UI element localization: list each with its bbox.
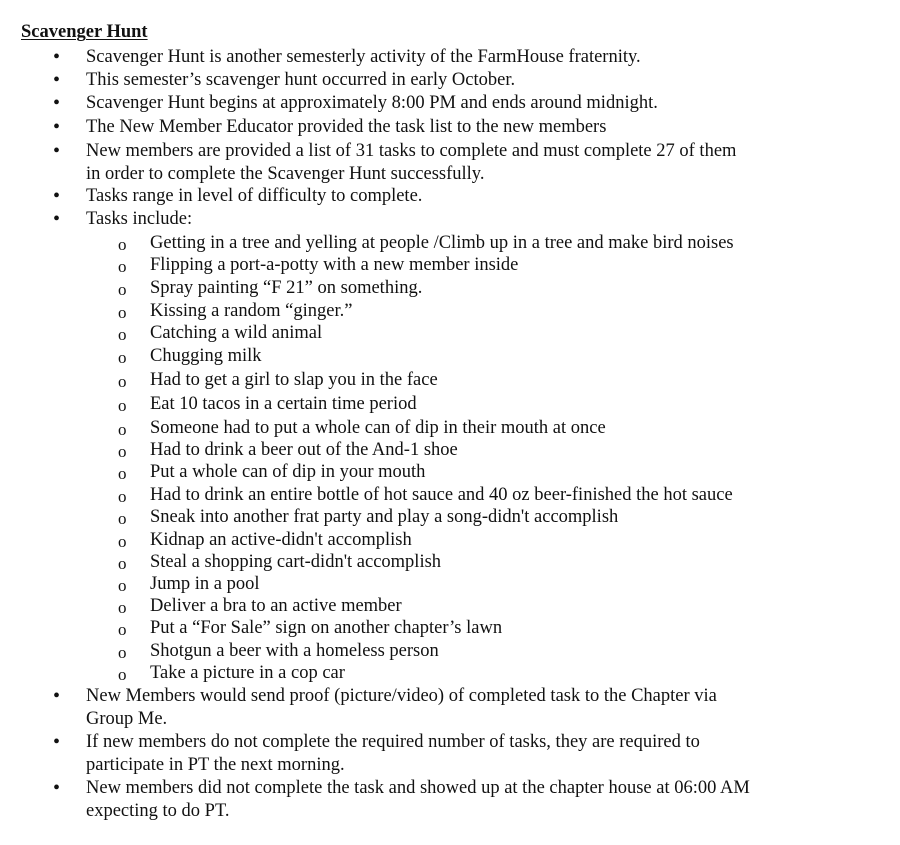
list-item-text: New Members would send proof (picture/video) of completed task to the Chapter via: [86, 686, 717, 706]
list-item-text: Scavenger Hunt is another semesterly activity of the FarmHouse fraternity.: [86, 47, 641, 67]
task-item: [118, 551, 442, 574]
task-text: Flipping a port-a-potty with a new member inside: [150, 255, 519, 275]
task-text: Steal a shopping cart-didn't accomplish: [150, 552, 442, 572]
task-item: [118, 417, 606, 440]
list-item-text: New members are provided a list of 31 tasks to complete and must complete 27 of them: [86, 141, 737, 161]
task-text: Catching a wild animal: [150, 323, 323, 343]
list-item: [53, 731, 700, 777]
task-text: Put a whole can of dip in your mouth: [150, 462, 426, 482]
task-item: [118, 439, 458, 462]
task-text: Spray painting “F 21” on something.: [150, 278, 423, 298]
task-text: Shotgun a beer with a homeless person: [150, 641, 439, 661]
task-item: [118, 506, 619, 529]
bullet-marker: •: [53, 116, 61, 138]
list-item-text: Tasks include:: [86, 209, 193, 229]
task-item: [118, 595, 402, 618]
task-text: Deliver a bra to an active member: [150, 596, 402, 616]
sub-bullet-marker: o: [118, 396, 127, 415]
list-item: [53, 46, 641, 69]
list-item-text: The New Member Educator provided the task list to the new members: [86, 117, 607, 137]
section-heading: Scavenger Hunt: [21, 22, 148, 42]
sub-bullet-marker: o: [118, 303, 127, 322]
task-item: [118, 529, 412, 552]
task-item: [118, 369, 438, 392]
sub-bullet-marker: o: [118, 509, 127, 528]
task-item: [118, 617, 503, 640]
list-item: [53, 777, 750, 823]
task-text: Put a “For Sale” sign on another chapter’s lawn: [150, 618, 503, 638]
sub-bullet-marker: o: [118, 235, 127, 254]
task-item: [118, 573, 260, 596]
sub-bullet-marker: o: [118, 598, 127, 617]
list-item-text: Tasks range in level of difficulty to complete.: [86, 186, 423, 206]
sub-bullet-marker: o: [118, 487, 127, 506]
task-item: [118, 277, 423, 300]
bullet-marker: •: [53, 685, 61, 707]
sub-bullet-marker: o: [118, 372, 127, 391]
task-text: Jump in a pool: [150, 574, 260, 594]
sub-bullet-marker: o: [118, 280, 127, 299]
task-text: Had to get a girl to slap you in the face: [150, 370, 438, 390]
task-item: [118, 461, 426, 484]
list-item-text: New members did not complete the task and showed up at the chapter house at 06:00 AM: [86, 778, 750, 798]
task-text: Kissing a random “ginger.”: [150, 301, 353, 321]
sub-bullet-marker: o: [118, 554, 127, 573]
bullet-marker: •: [53, 185, 61, 207]
sub-bullet-marker: o: [118, 348, 127, 367]
task-text: Take a picture in a cop car: [150, 663, 345, 683]
sub-bullet-marker: o: [118, 464, 127, 483]
sub-bullet-marker: o: [118, 643, 127, 662]
task-text: Sneak into another frat party and play a song-didn't accomplish: [150, 507, 619, 527]
list-item: [53, 116, 607, 139]
list-item: [53, 92, 658, 115]
list-item-text-continued: participate in PT the next morning.: [86, 755, 345, 775]
sub-bullet-marker: o: [118, 620, 127, 639]
list-item: [53, 140, 737, 186]
list-item: [53, 208, 193, 231]
list-item-text: If new members do not complete the required number of tasks, they are required to: [86, 732, 700, 752]
bullet-marker: •: [53, 140, 61, 162]
task-item: [118, 393, 417, 416]
task-item: [118, 300, 353, 323]
sub-bullet-marker: o: [118, 325, 127, 344]
list-item-text: This semester’s scavenger hunt occurred in early October.: [86, 70, 516, 90]
bullet-marker: •: [53, 731, 61, 753]
task-text: Someone had to put a whole can of dip in their mouth at once: [150, 418, 606, 438]
task-item: [118, 254, 519, 277]
list-item-text: Scavenger Hunt begins at approximately 8:00 PM and ends around midnight.: [86, 93, 658, 113]
task-text: Kidnap an active-didn't accomplish: [150, 530, 412, 550]
sub-bullet-marker: o: [118, 532, 127, 551]
task-text: Eat 10 tacos in a certain time period: [150, 394, 417, 414]
sub-bullet-marker: o: [118, 665, 127, 684]
list-item: [53, 685, 717, 731]
task-item: [118, 640, 439, 663]
list-item-text-continued: in order to complete the Scavenger Hunt successfully.: [86, 164, 485, 184]
bullet-marker: •: [53, 777, 61, 799]
task-item: [118, 232, 734, 255]
task-item: [118, 484, 733, 507]
list-item-text-continued: expecting to do PT.: [86, 801, 230, 821]
sub-bullet-marker: o: [118, 420, 127, 439]
list-item: [53, 69, 516, 92]
list-item: [53, 185, 423, 208]
task-text: Getting in a tree and yelling at people /Climb up in a tree and make bird noises: [150, 233, 734, 253]
sub-bullet-marker: o: [118, 442, 127, 461]
bullet-marker: •: [53, 69, 61, 91]
task-text: Chugging milk: [150, 346, 262, 366]
task-text: Had to drink a beer out of the And-1 shoe: [150, 440, 458, 460]
task-item: [118, 322, 323, 345]
sub-bullet-marker: o: [118, 257, 127, 276]
bullet-marker: •: [53, 92, 61, 114]
task-text: Had to drink an entire bottle of hot sauce and 40 oz beer-finished the hot sauce: [150, 485, 733, 505]
bullet-marker: •: [53, 208, 61, 230]
task-item: [118, 662, 345, 685]
list-item-text-continued: Group Me.: [86, 709, 168, 729]
bullet-marker: •: [53, 46, 61, 68]
task-item: [118, 345, 262, 368]
sub-bullet-marker: o: [118, 576, 127, 595]
